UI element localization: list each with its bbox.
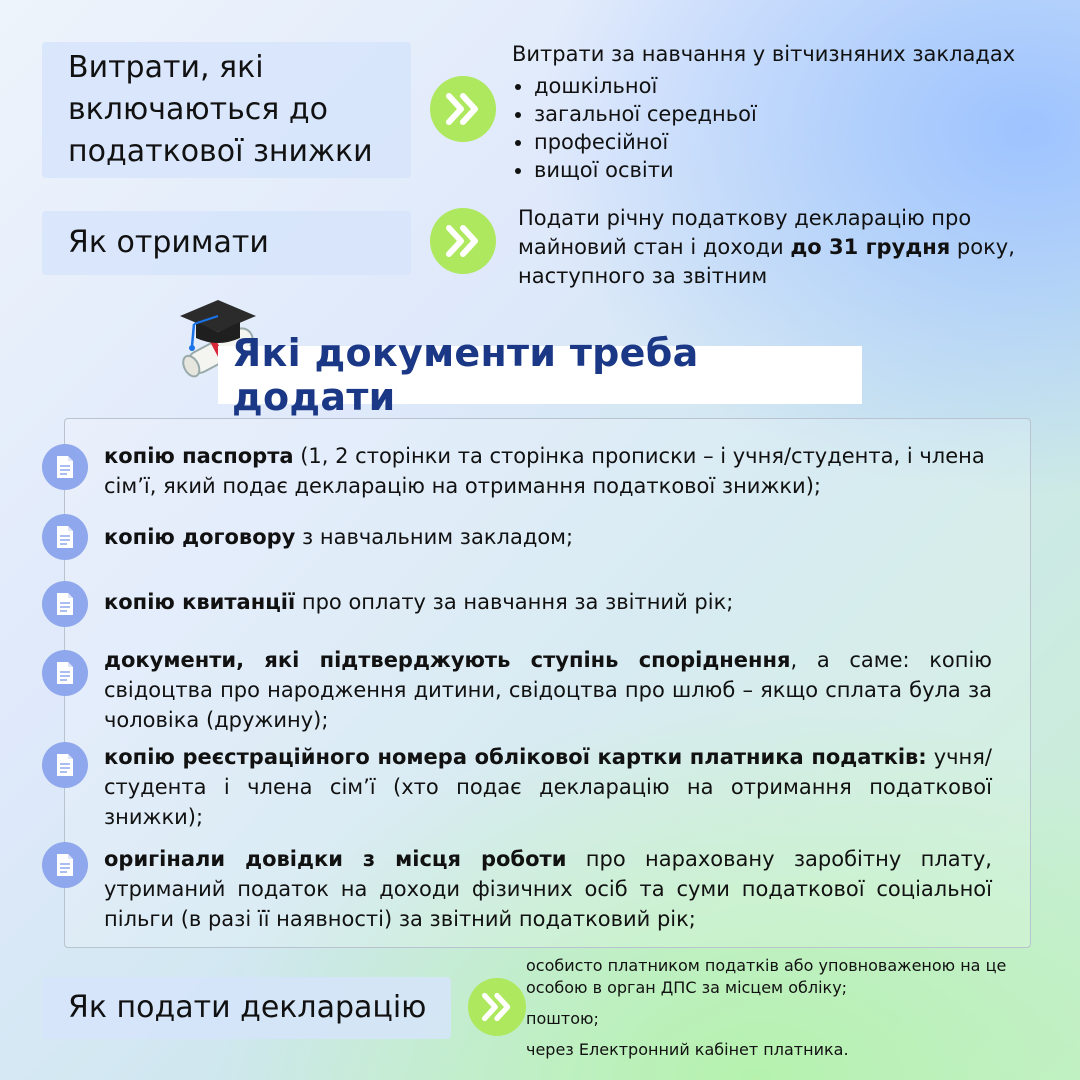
document-item-text bbox=[104, 844, 992, 934]
document-item-bold: документи, які підтверджують ступінь споріднення bbox=[104, 648, 791, 672]
double-chevron-right-icon bbox=[468, 978, 526, 1036]
how-to-get-text-end: року, наступного за звітним bbox=[518, 235, 1015, 288]
document-icon bbox=[42, 650, 88, 696]
section-label-how-to-get-text: Як отримати bbox=[68, 225, 269, 260]
document-icon bbox=[42, 514, 88, 560]
submit-option-text: поштою; bbox=[526, 1009, 599, 1028]
double-chevron-right-icon bbox=[430, 76, 496, 142]
section-label-expenses-text: Витрати, які включаються до податкової знижки bbox=[68, 50, 373, 169]
how-to-get-text-start: Подати річну податкову декларацію про майновий стан і доходи bbox=[518, 206, 972, 259]
section-label-how-to-get bbox=[42, 211, 411, 275]
list-item: • дошкільної bbox=[534, 72, 1062, 100]
document-item-text bbox=[104, 587, 992, 617]
list-item: • вищої освіти bbox=[534, 156, 1062, 184]
document-item-text bbox=[104, 742, 992, 832]
documents-title-text: Які документи треба додати bbox=[232, 331, 699, 419]
section-label-expenses bbox=[42, 42, 411, 178]
document-item-bold: копію паспорта bbox=[104, 444, 294, 468]
how-to-get-details bbox=[518, 204, 1048, 291]
document-item-rest: (1, 2 сторінки та сторінка прописки – і учня/студента, і члена сім’ї, який подає декларацію на отримання податкової знижки); bbox=[104, 444, 985, 498]
document-item-rest: про нараховану заробітну плату, утриманий податок на доходи фізичних осіб та суми податкової соціальної пільги (в разі її наявності) за звітний податковий рік; bbox=[104, 847, 992, 931]
expenses-details bbox=[512, 40, 1062, 184]
expenses-heading: Витрати за навчання у вітчизняних закладах bbox=[512, 42, 1016, 66]
document-icon bbox=[42, 742, 88, 788]
education-levels-list bbox=[512, 72, 1062, 184]
section-label-how-to-submit bbox=[42, 977, 451, 1039]
document-item-rest: , а саме: копію свідоцтва про народження дитини, свідоцтва про шлюб – якщо сплата була за чоловіка (дружину); bbox=[104, 648, 992, 732]
documents-title bbox=[218, 331, 862, 419]
document-item-text bbox=[104, 522, 992, 552]
document-item-rest: про оплату за навчання за звітний рік; bbox=[295, 590, 734, 614]
document-item-bold: копію реєстраційного номера облікової картки платника податків: bbox=[104, 745, 927, 769]
section-label-how-to-submit-text: Як подати декларацію bbox=[68, 990, 427, 1025]
document-icon bbox=[42, 842, 88, 888]
document-item-rest: учня/студента і члена сім’ї (хто подає декларацію на отримання податкової знижки); bbox=[104, 745, 992, 829]
submit-option bbox=[526, 1039, 1026, 1061]
submit-option-text: через Електронний кабінет платника. bbox=[526, 1040, 849, 1059]
double-chevron-right-icon bbox=[430, 208, 496, 274]
document-item-text bbox=[104, 645, 992, 735]
document-item-text bbox=[104, 441, 992, 501]
document-icon bbox=[42, 444, 88, 490]
list-item: • загальної середньої bbox=[534, 100, 1062, 128]
submit-option bbox=[526, 1008, 1026, 1030]
list-item: • професійної bbox=[534, 128, 1062, 156]
deadline-text: до 31 грудня bbox=[790, 235, 951, 259]
document-item-bold: копію квитанції bbox=[104, 590, 296, 614]
submit-option bbox=[526, 955, 1026, 999]
submit-option-text: особисто платником податків або уповноваженою на це особою в орган ДПС за місцем обліку; bbox=[526, 956, 1007, 997]
document-icon bbox=[42, 581, 88, 627]
document-item-bold: оригінали довідки з місця роботи bbox=[104, 847, 567, 871]
document-item-rest: з навчальним закладом; bbox=[295, 525, 574, 549]
document-item-bold: копію договору bbox=[104, 525, 296, 549]
